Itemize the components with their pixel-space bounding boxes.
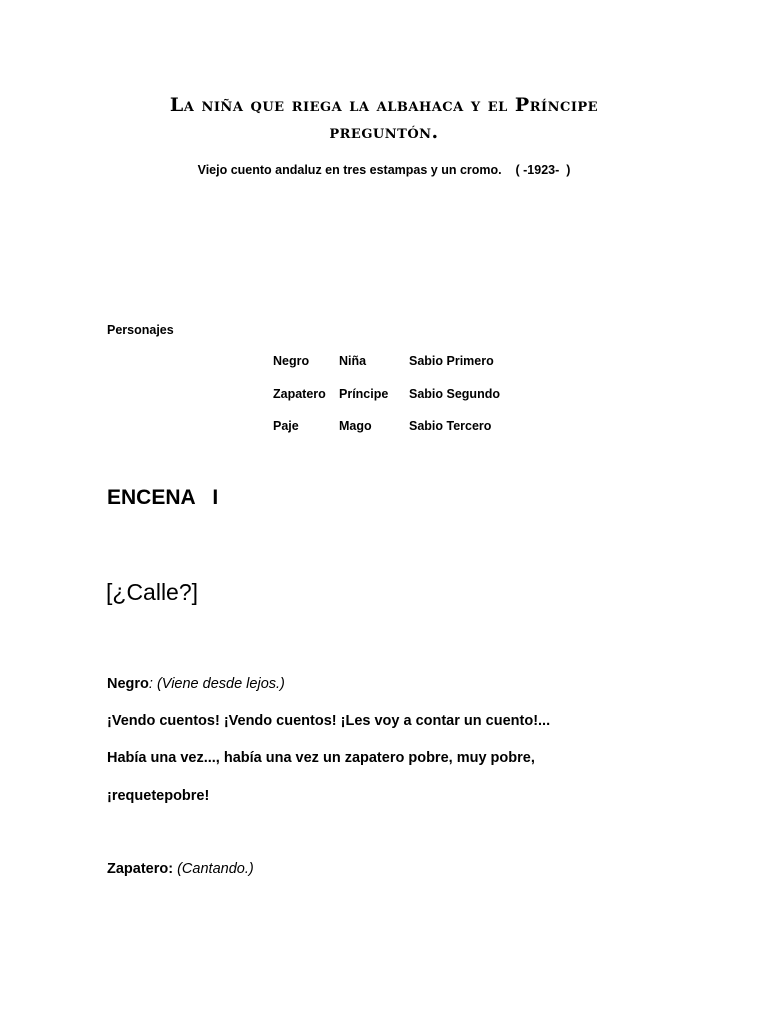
scene-heading: ENCENA I [107, 486, 219, 509]
cast-name: Niña [339, 354, 367, 368]
cast-name: Mago [339, 419, 372, 433]
cast-name: Zapatero [273, 386, 326, 401]
scene-setting: [¿Calle?] [106, 579, 199, 605]
stage-direction: (Viene desde lejos.) [152, 676, 285, 692]
cast-heading: Personajes [107, 323, 174, 337]
speaker-name: Zapatero: [107, 861, 174, 877]
cast-name: Sabio Primero [409, 354, 494, 368]
cast-name: Sabio Segundo [409, 386, 500, 401]
cast-name: Príncipe [339, 386, 389, 401]
dialogue-line [107, 674, 285, 694]
cast-name: Sabio Tercero [409, 419, 492, 433]
dialogue-line: ¡Vendo cuentos! ¡Vendo cuentos! ¡Les voy a contar un cuento!... [107, 713, 551, 729]
dialogue-line: ¡requetepobre! [107, 788, 210, 804]
document-title [100, 92, 668, 146]
document-subtitle: Viejo cuento andaluz en tres estampas y un cromo. ( -1923- ) [197, 163, 571, 177]
speaker-name: Negro [107, 676, 149, 692]
dialogue-line: Había una vez..., había una vez un zapatero pobre, muy pobre, [107, 750, 535, 766]
dialogue-line [107, 859, 254, 879]
speaker-colon: : [148, 676, 153, 692]
cast-name: Negro [273, 354, 310, 368]
stage-direction: (Cantando.) [173, 861, 254, 877]
title-line-1: La niña que riega la albahaca y el Príncipe [169, 94, 599, 116]
cast-name: Paje [273, 419, 299, 433]
title-line-2: preguntón. [329, 121, 439, 143]
